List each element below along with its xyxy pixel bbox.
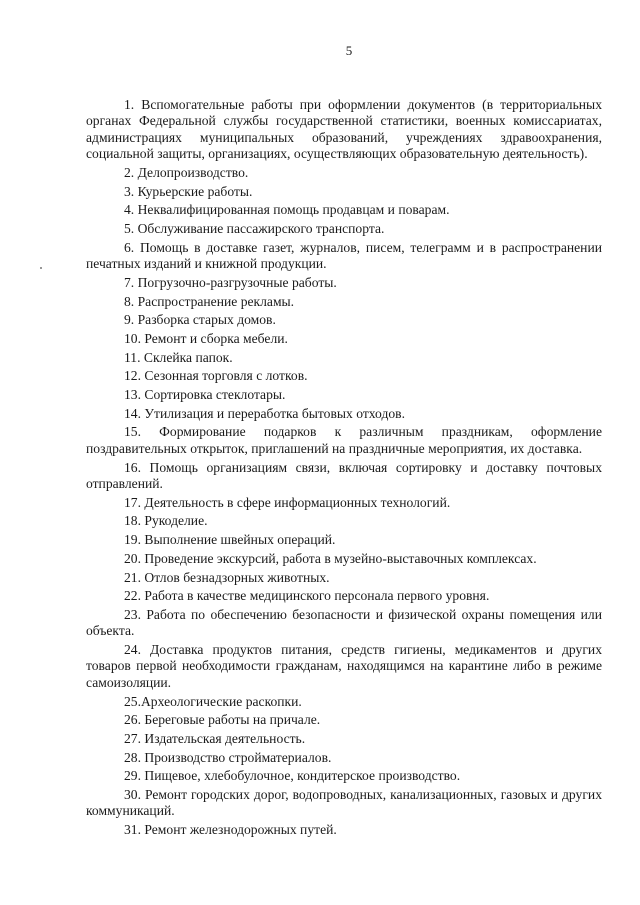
list-item: 24. Доставка продуктов питания, средств гигиены, медикаментов и других товаров первой необходимости гражданам, находящимся на карантине либо в режиме самоизоляции. [86,642,602,690]
list-item: 2. Делопроизводство. [124,164,249,180]
list-item: 16. Помощь организациям связи, включая сортировку и доставку почтовых отправлений. [86,459,602,491]
list-item: 7. Погрузочно-разгрузочные работы. [124,274,337,290]
list-item: 15. Формирование подарков к различным праздникам, оформление поздравительных открыток, приглашений на праздничные мероприятия, их доставка. [86,424,602,456]
scan-speck [40,267,42,269]
list-item: 31. Ремонт железнодорожных путей. [124,822,337,838]
list-item: 11. Склейка папок. [124,349,233,365]
list-item: 17. Деятельность в сфере информационных технологий. [124,494,451,510]
list-item: 12. Сезонная торговля с лотков. [124,368,308,384]
list-item: 19. Выполнение швейных операций. [124,532,336,548]
list-item: 20. Проведение экскурсий, работа в музейно-выставочных комплексах. [124,550,537,566]
list-item: 10. Ремонт и сборка мебели. [124,330,288,346]
list-item: 23. Работа по обеспечению безопасности и физической охраны помещения или объекта. [86,606,602,639]
list-item: 25.Археологические раскопки. [124,693,302,709]
page-number: 5 [345,43,353,58]
list-item: 9. Разборка старых домов. [124,312,276,328]
work-types-list [86,97,602,839]
list-item: 1. Вспомогательные работы при оформлении документов (в территориальных органах Федеральной службы государственной статистики, военных комиссариатах, администрациях муниципальных образований, учреждениях здравоохранения, социальной защиты, организациях, осуществляющих образовательную деятельность). [86,97,602,162]
list-item: 28. Производство стройматериалов. [124,749,332,765]
list-item: 13. Сортировка стеклотары. [124,387,286,403]
list-item: 14. Утилизация и переработка бытовых отходов. [124,405,405,421]
list-item: 22. Работа в качестве медицинского персонала первого уровня. [124,588,490,604]
list-item: 26. Береговые работы на причале. [124,712,321,728]
list-item: 4. Неквалифицированная помощь продавцам и поварам. [124,202,450,218]
list-item: 6. Помощь в доставке газет, журналов, писем, телеграмм и в распространении печатных изданий и книжной продукции. [86,239,602,272]
list-item: 8. Распространение рекламы. [124,293,295,309]
list-item: 21. Отлов безнадзорных животных. [124,569,330,585]
list-item: 29. Пищевое, хлебобулочное, кондитерское производство. [124,768,461,784]
list-item: 5. Обслуживание пассажирского транспорта. [124,221,385,237]
list-item: 27. Издательская деятельность. [124,730,306,746]
list-item: 18. Рукоделие. [124,513,208,529]
list-item: 3. Курьерские работы. [124,183,253,199]
list-item: 30. Ремонт городских дорог, водопроводных, канализационных, газовых и других коммуникаций. [86,787,602,819]
